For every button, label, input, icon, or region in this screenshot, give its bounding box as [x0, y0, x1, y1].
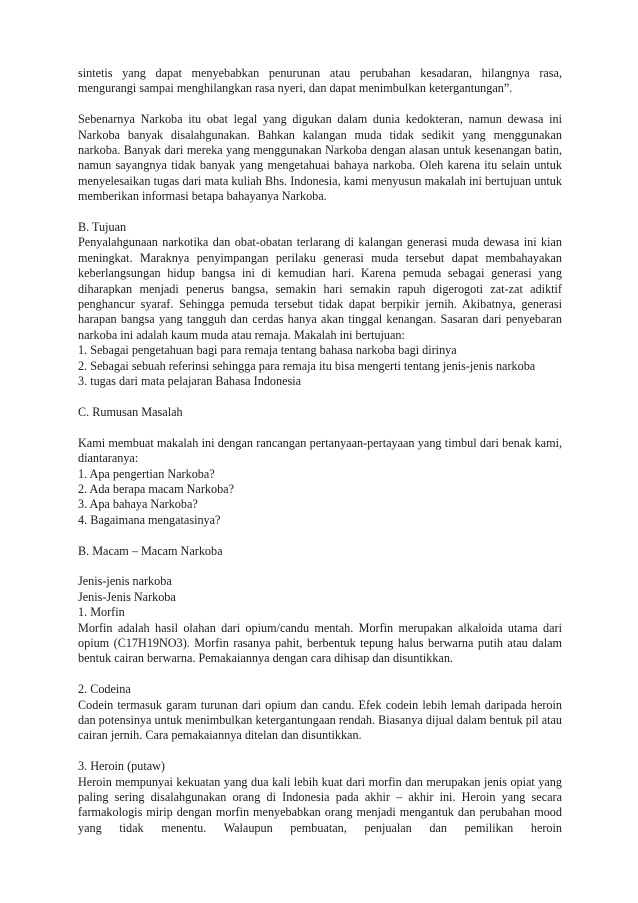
tujuan-item: 2. Sebagai sebuah referinsi sehingga para remaja itu bisa mengerti tentang jenis-jenis narkoba	[78, 358, 536, 373]
spacer	[78, 420, 562, 435]
morfin-paragraph: Morfin adalah hasil olahan dari opium/candu mentah. Morfin merupakan alkaloida utama dari opium (C17H19NO3). Morfin rasanya pahit, berbentuk tepung halus berwarna putih atau dalam bentuk cairan berwarna. Pemakaiannya dengan cara dihisap dan disuntikkan.	[78, 620, 562, 666]
tujuan-item: 1. Sebagai pengetahuan bagi para remaja tentang bahasa narkoba bagi dirinya	[78, 343, 457, 358]
intro-paragraph-1: sintetis yang dapat menyebabkan penurunan atau perubahan kesadaran, hilangnya rasa, mengurangi sampai menghilangkan rasa nyeri, dan dapat menimbulkan ketergantungan”.	[78, 66, 562, 96]
spacer	[78, 744, 562, 759]
intro-paragraph-2: Sebenarnya Narkoba itu obat legal yang digukan dalam dunia kedokteran, namun dewasa ini Narkoba banyak disalahgunakan. Bahkan kalangan muda tidak sedikit yang menggunakan narkoba. Banyak dari mereka yang menggunakan Narkoba dengan alasan untuk kesenangan batin, namun sayangnya tidak banyak yang mengetahuai bahaya narkoba. Oleh karena itu selain untuk menyelesaikan tugas dari mata kuliah Bhs. Indonesia, kami menyusun makalah ini bertujuan untuk memberikan informasi betapa bahayanya Narkoba.	[78, 112, 562, 204]
section-heading-rumusan: C. Rumusan Masalah	[78, 404, 183, 419]
section-heading-tujuan: B. Tujuan	[78, 220, 127, 235]
spacer	[78, 97, 562, 112]
rumusan-paragraph: Kami membuat makalah ini dengan rancangan pertanyaan-pertayaan yang timbul dari benak kami, diantaranya:	[78, 435, 562, 466]
section-heading-macam: B. Macam – Macam Narkoba	[78, 543, 223, 558]
subheading: Jenis-Jenis Narkoba	[78, 589, 176, 604]
spacer	[78, 667, 562, 682]
heroin-title: 3. Heroin (putaw)	[78, 759, 165, 774]
codeina-title: 2. Codeina	[78, 682, 131, 697]
heroin-paragraph: Heroin mempunyai kekuatan yang dua kali lebih kuat dari morfin dan merupakan jenis opiat yang paling sering disalahgunakan orang di Indonesia pada akhir – akhir ini. Heroin yang secara farmakologis mirip dengan morfin menyebabkan orang menjadi mengantuk dan perubahan mood yang tidak menentu. Walaupun pembuatan, penjualan dan pemilikan heroin	[78, 774, 562, 835]
rumusan-item: 2. Ada berapa macam Narkoba?	[78, 481, 234, 496]
document-page	[78, 66, 562, 836]
morfin-title: 1. Morfin	[78, 605, 125, 620]
spacer	[78, 528, 562, 543]
subheading: Jenis-jenis narkoba	[78, 574, 172, 589]
tujuan-item: 3. tugas dari mata pelajaran Bahasa Indonesia	[78, 374, 302, 389]
codeina-paragraph: Codein termasuk garam turunan dari opium dan candu. Efek codein lebih lemah daripada heroin dan potensinya untuk menimbulkan ketergantungaan rendah. Biasanya dijual dalam bentuk pil atau cairan jernih. Cara pemakaiannya ditelan dan disuntikkan.	[78, 697, 562, 743]
rumusan-item: 4. Bagaimana mengatasinya?	[78, 512, 221, 527]
tujuan-paragraph: Penyalahgunaan narkotika dan obat-obatan terlarang di kalangan generasi muda dewasa ini kian meningkat. Maraknya penyimpangan perilaku generasi muda tersebut dapat membahayakan keberlangsungan hidup bangsa ini di kemudian hari. Karena pemuda sebagai generasi yang diharapkan menjadi penerus bangsa, semakin hari semakin rapuh digerogoti zat-zat adiktif penghancur syaraf. Sehingga pemuda tersebut tidak dapat berpikir jernih. Akibatnya, generasi harapan bangsa yang tangguh dan cerdas hanya akan tinggal kenangan. Sasaran dari penyebaran narkoba ini adalah kaum muda atau remaja. Makalah ini bertujuan:	[78, 235, 562, 342]
spacer	[78, 390, 562, 405]
rumusan-item: 3. Apa bahaya Narkoba?	[78, 497, 198, 512]
spacer	[78, 559, 562, 574]
rumusan-item: 1. Apa pengertian Narkoba?	[78, 466, 215, 481]
spacer	[78, 205, 562, 220]
